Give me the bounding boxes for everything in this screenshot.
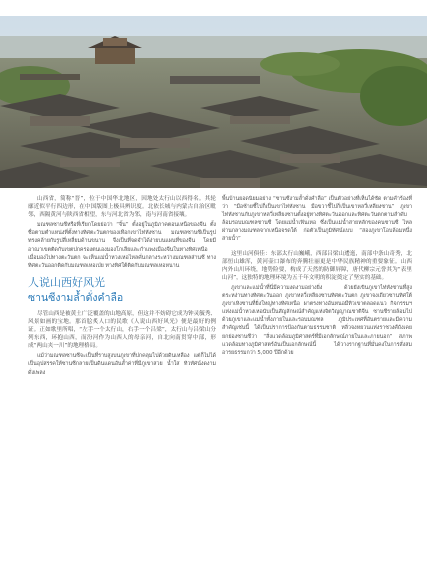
left-column	[28, 195, 216, 379]
section-heading-zh: 人说山西好风光	[28, 275, 105, 289]
section-heading-th: ซานซีงามล้ำดั่งคำลือ	[28, 291, 124, 304]
scenery-paragraph-zh: 尽管山西是被黄土广泛覆盖的山地高原，但这并不妨碍它成为钟灵毓秀、风景如画的宝地。那首脍炙人口的民歌《人说山西好风光》便是最好的例证。正如歌里所唱，“左手一个太行山，右手一个吕梁”，太行山与吕梁山分列东西，环抱山西，而汾河作为山西人的母亲河，自北向南贯穿中部，形成“两山夹一川”的地理格局。	[28, 310, 217, 350]
mountains-paragraph-th: ภูเขาและแม่น้ำที่นี่มีความงดงามอย่างยิ่ง ด้วยยังเขินภูเขาไท่หังซานที่สูงตระหง่านทางทิศตะวันออก ภูเขาหลวี่เหลียงซานทิศตะวันตก ภูเขาจงเถียวซานทิศใต้ ภูเขาเหิงซานที่ยิ่งใหญ่ทางทิศเหนือ ผาตรงทางอันหนอมีทิวเขาตลอดแนว กิจกรรมฯ แห่งแม่น้ำหวงเหอนับเป็นสัญลักษณ์สำคัญแห่งจิตวิญญาณชาติจีน ซานซีรายล้อมไปด้วยภูเขาและแม่น้ำทั้งภายในและรอบมณฑล ภูมิประเทศที่อันตรายและมีความสำคัญเช่นนี้ ได้เป็นปราการป้องกันตามธรรมชาติ หลิ่วจงหยวนแห่งราชวงศ์ถังเคยยกย่องซานซีว่า “สิ่งแวดล้อมภูมิศาสตร์ที่มีเอกลักษณ์ภายในและภายนอก” สภาพแวดล้อมทางภูมิศาสตร์อันเป็นเอกลักษณ์นี้ ได้วางรากฐานที่มั่นคงในการสั่งสมอารยธรรมกว่า 5,000 ปีอีกด้วย	[222, 284, 412, 356]
pingyao-ancient-city-photo	[0, 16, 427, 188]
right-column	[222, 195, 412, 359]
intro-paragraph-zh: 山西省，简称“晋”，位于中国华北地区，因地处太行山以西得名。其轮廓近似平行四边形，在中国版图上极具辨识度。北依长城与内蒙古自治区毗邻，西隔黄河与陕西省相望，东与河北省为邻，南与河南省接壤。	[28, 196, 216, 219]
mountains-paragraph-zh: 这里山河俱佳：东部太行山巍峨，西部吕梁山逶迤，南部中条山奇秀，北部恒山雄浑，黄河壶口瀑布的奔腾壮丽更是中华民族精神的重要象征。山西内外山川环绕，地势险要，构成了天然的防御屏障，唐代柳宗元誉其为“表里山河”，这独特的地理环境为五千年文明的积淀奠定了坚实的基础。	[222, 250, 412, 281]
intro-paragraph-th: มณฑลซานซีหรือที่เรียกโดยย่อว่า “จิ้น” ตั้งอยู่ในภูมิภาคตอนเหนือของจีน ตั้งชื่อตามตำแหน่งที่ตั้งทางทิศตะวันตกของเทือกเขาไท่หังซาน มณฑลซานซีเป็นรูปทรงคล้ายกับรูปสี่เหลี่ยมด้านขนาน จึงเป็นที่จดจำได้ง่ายบนแผนที่ของจีน โดยมีอาณาเขตติดกับเขตปกครองตนเองมองโกเลียและกำแพงเมืองจีนในทางทิศเหนือ เมื่อมองไปทางตะวันตก จะเห็นแม่น้ำหวงเหอไหลคั่นกลางระหว่างมณฑลส่านซี ทางทิศตะวันออกติดกับมณฑลเหอเป่ย ทางทิศใต้ติดกับมณฑลเหอหนาน	[28, 222, 216, 269]
scenery-paragraph-th: แม้ว่ามณฑลซานซีจะเป็นที่ราบสูงบนภูเขาที่ปกคลุมไปด้วยดินเหลือง แต่ก็ไม่ได้เป็นอุปสรรคให้ซานซีกลายเป็นดินแดนอันล้ำค่าที่มีภูเขาสวย น้ำใส ทิวทัศน์งดงาม ดั่งเพลง	[28, 353, 216, 376]
song-paragraph-th: พื้นบ้านยอดนิยมอย่าง “ซานซีงามล้ำดั่งคำลือ” เป็นตัวอย่างที่เห็นได้ชัด ตามคำร้องที่ว่า “มือซ้ายชี้ไปก็เป็นเขาไท่หังซาน มือขวาชี้ไปก็เป็นเขาหลวี่เหลียงซาน” ภูเขาไท่หังซานกับภูเขาหลวี่เหลียงซานตั้งอยู่ทางทิศตะวันออกและทิศตะวันตกตามลำดับ ล้อมรอบมณฑลซานซี โดยแม่น้ำเฟินเหอ ซึ่งเป็นแม่น้ำสายหลักของคนซานซี ไหลผ่านกลางมณฑลจากเหนือจรดใต้ ก่อตัวเป็นภูมิทัศน์แบบ “สองภูเขาโอบล้อมหนึ่งสายน้ำ”	[222, 196, 412, 243]
